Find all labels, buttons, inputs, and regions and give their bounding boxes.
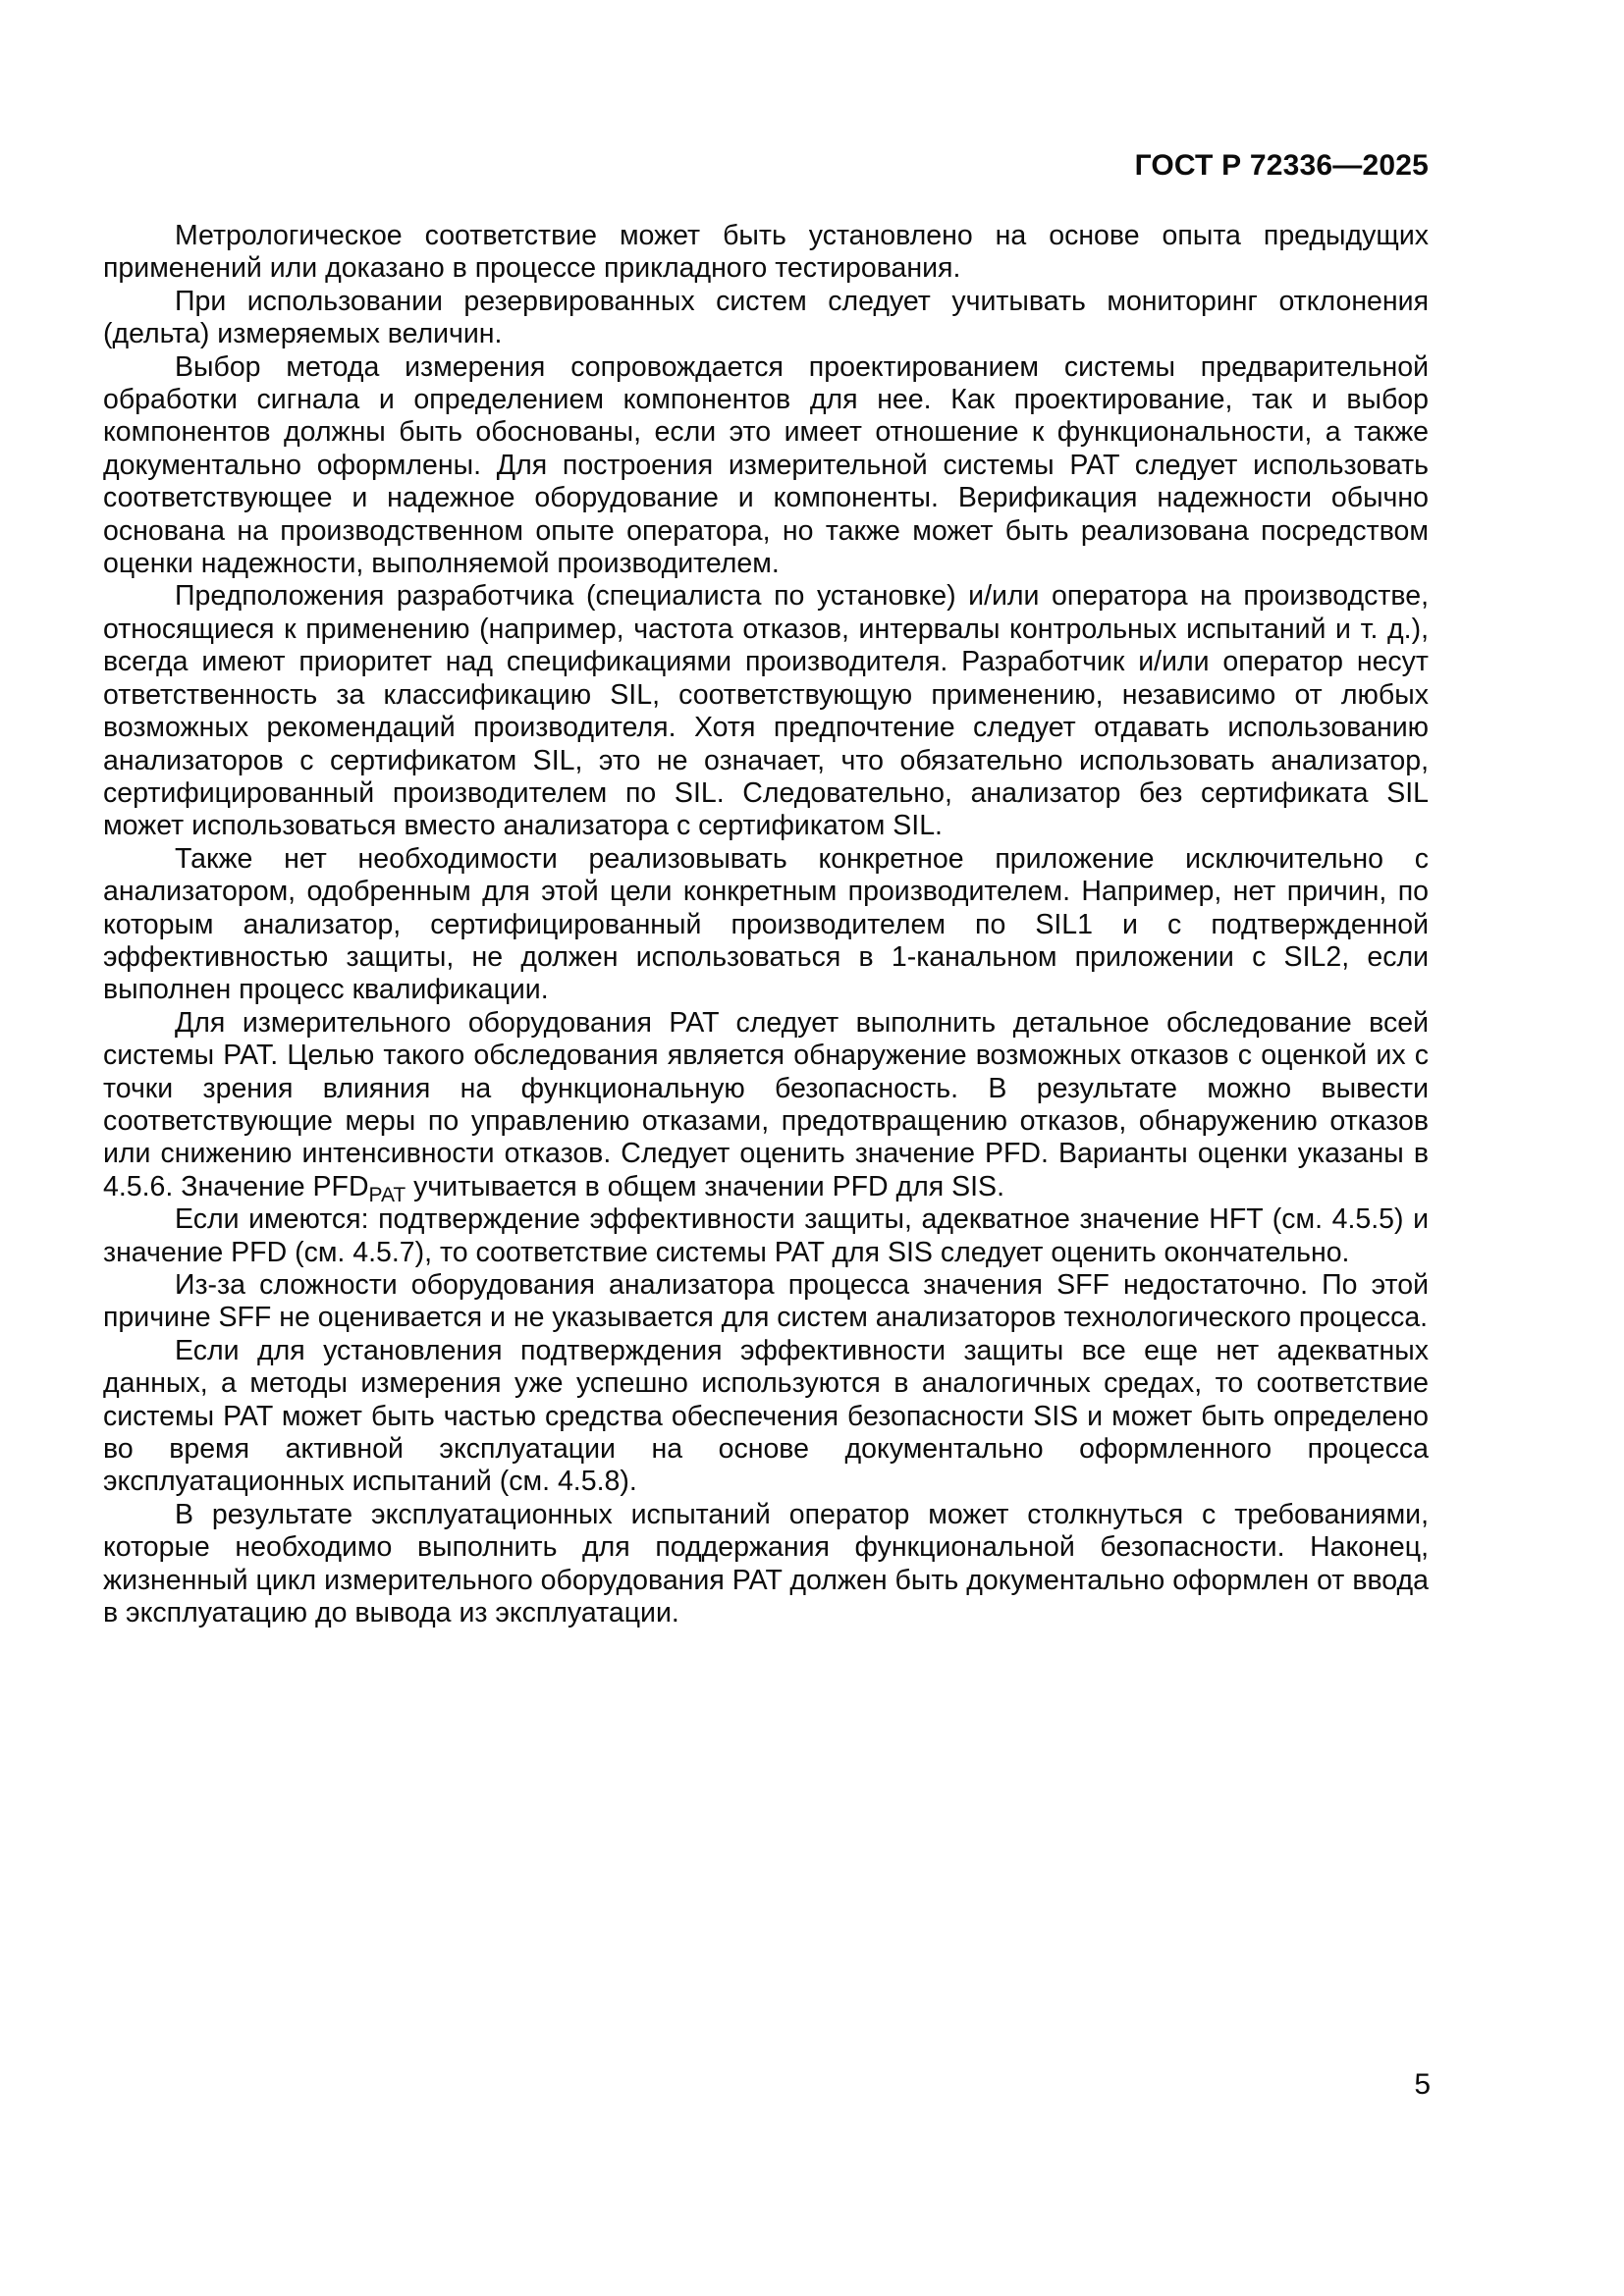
subscript-text: PAT bbox=[368, 1183, 406, 1206]
paragraph bbox=[103, 1269, 1429, 1335]
document-body-text bbox=[103, 220, 1429, 1629]
paragraph bbox=[103, 220, 1429, 286]
paragraph-text: Если имеются: подтверждение эффективности защиты, адекватное значение HFT (см. 4.5.5) и значение PFD (см. 4.5.7), то соответствие системы PAT для SIS следует оценить окончательно. bbox=[103, 1203, 1429, 1268]
paragraph bbox=[103, 580, 1429, 842]
paragraph-text: Из-за сложности оборудования анализатора процесса значения SFF недостаточно. По этой причине SFF не оценивается и не указывается для систем анализаторов технологического процесса. bbox=[103, 1269, 1429, 1334]
paragraph bbox=[103, 351, 1429, 581]
paragraph-text: Для измерительного оборудования PAT следует выполнить детальное обследование всей системы PAT. Целью такого обследования является обнаружение возможных отказов с оценкой их с точки зрения влияния на функциональную безопасность. В результате можно вывести соответствующие меры по управлению отказами, предотвращению отказов, обнаружению отказов или снижению интенсивности отказов. Следует оценить значение PFD. Варианты оценки указаны в 4.5.6. Значение PFD bbox=[103, 1006, 1429, 1202]
paragraph-text: В результате эксплуатационных испытаний оператор может столкнуться с требованиями, которые необходимо выполнить для поддержания функциональной безопасности. Наконец, жизненный цикл измерительного оборудования PAT должен быть документально оформлен от ввода в эксплуатацию до вывода из эксплуатации. bbox=[103, 1498, 1429, 1629]
paragraph-text: При использовании резервированных систем следует учитывать мониторинг отклонения (дельта) измеряемых величин. bbox=[103, 285, 1429, 350]
paragraph bbox=[103, 1203, 1429, 1269]
paragraph bbox=[103, 1335, 1429, 1499]
paragraph bbox=[103, 843, 1429, 1007]
paragraph bbox=[103, 286, 1429, 351]
page-number: 5 bbox=[1414, 2068, 1431, 2101]
paragraph bbox=[103, 1499, 1429, 1630]
paragraph-text: Выбор метода измерения сопровождается проектированием системы предварительной обработки сигнала и определением компонентов для нее. Как проектирование, так и выбор компонентов должны быть обоснованы, если это имеет отношение к функциональности, а также документально оформлены. Для построения измерительной системы PAT следует использовать соответствующее и надежное оборудование и компоненты. Верификация надежности обычно основана на производственном опыте оператора, но также может быть реализована посредством оценки надежности, выполняемой производителем. bbox=[103, 350, 1429, 580]
document-standard-designation: ГОСТ Р 72336—2025 bbox=[1134, 149, 1429, 182]
paragraph-text: Предположения разработчика (специалиста по установке) и/или оператора на производстве, относящиеся к применению (например, частота отказов, интервалы контрольных испытаний и т. д.), всегда имеют приоритет над спецификациями производителя. Разработчик и/или оператор несут ответственность за классификацию SIL, соответствующую применению, независимо от любых возможных рекомендаций производителя. Хотя предпочтение следует отдавать использованию анализаторов с сертификатом SIL, это не означает, что обязательно использовать анализатор, сертифицированный производителем по SIL. Следовательно, анализатор без сертификата SIL может использоваться вместо анализатора с сертификатом SIL. bbox=[103, 580, 1429, 842]
paragraph-text: Если для установления подтверждения эффективности защиты все еще нет адекватных данных, а методы измерения уже успешно используются в аналогичных средах, то соответствие системы PAT может быть частью средства обеспечения безопасности SIS и может быть определено во время активной эксплуатации на основе документально оформленного процесса эксплуатационных испытаний (см. 4.5.8). bbox=[103, 1334, 1429, 1498]
paragraph bbox=[103, 1006, 1429, 1206]
paragraph-text: Также нет необходимости реализовывать конкретное приложение исключительно с анализатором, одобренным для этой цели конкретным производителем. Например, нет причин, по которым анализатор, сертифицированный производителем по SIL1 и с подтвержденной эффективностью защиты, не должен использоваться в 1-канальном приложении с SIL2, если выполнен процесс квалификации. bbox=[103, 842, 1429, 1006]
paragraph-text: Метрологическое соответствие может быть установлено на основе опыта предыдущих применений или доказано в процессе прикладного тестирования. bbox=[103, 220, 1429, 285]
paragraph-text: учитывается в общем значении PFD для SIS. bbox=[406, 1170, 1004, 1202]
